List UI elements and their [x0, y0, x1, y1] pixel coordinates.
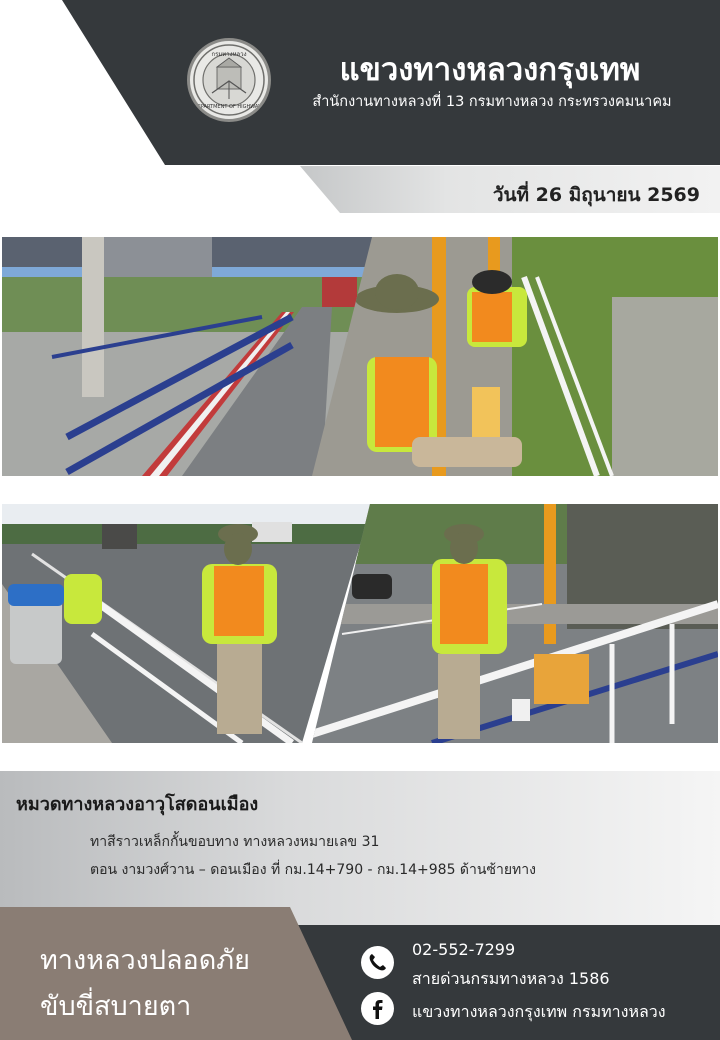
facebook-icon[interactable] [361, 992, 394, 1025]
photo-worker-painting-railing [312, 504, 718, 743]
photo-roadside-railing [2, 237, 374, 476]
slogan-line-1: ทางหลวงปลอดภัย [40, 945, 250, 976]
phone-number: 02-552-7299 [412, 940, 516, 959]
phone-icon [361, 946, 394, 979]
logo-bottom-text: DEPARTMENT OF HIGHWAYS [193, 104, 265, 110]
description-line-2: ตอน งามวงศ์วาน – ดอนเมือง ที่ กม.14+790 - กม.14+985 ด้านซ้ายทาง [90, 862, 536, 878]
photo-worker-by-railing-image [2, 504, 372, 743]
section-title: หมวดทางหลวงอาวุโสดอนเมือง [16, 794, 259, 815]
photo-roadside-railing-image [2, 237, 374, 476]
slogan-line-2: ขับขี่สบายตา [40, 991, 192, 1022]
organization-subtitle: สำนักงานทางหลวงที่ 13 กรมทางหลวง กระทรวงคมนาคม [312, 94, 672, 110]
photo-workers-painting [312, 237, 718, 476]
department-logo [187, 38, 271, 122]
report-date: วันที่ 26 มิถุนายน 2569 [492, 184, 700, 206]
logo-top-text: กรมทางหลวง [211, 51, 247, 58]
description-line-1: ทาสีราวเหล็กกั้นขอบทาง ทางหลวงหมายเลข 31 [90, 834, 380, 850]
facebook-page-name[interactable]: แขวงทางหลวงกรุงเทพ กรมทางหลวง [412, 1002, 666, 1021]
photo-worker-painting-railing-image [312, 504, 718, 743]
hotline-text: สายด่วนกรมทางหลวง 1586 [412, 969, 610, 988]
organization-title: แขวงทางหลวงกรุงเทพ [339, 52, 641, 88]
photo-workers-painting-image [312, 237, 718, 476]
photo-worker-by-railing [2, 504, 372, 743]
